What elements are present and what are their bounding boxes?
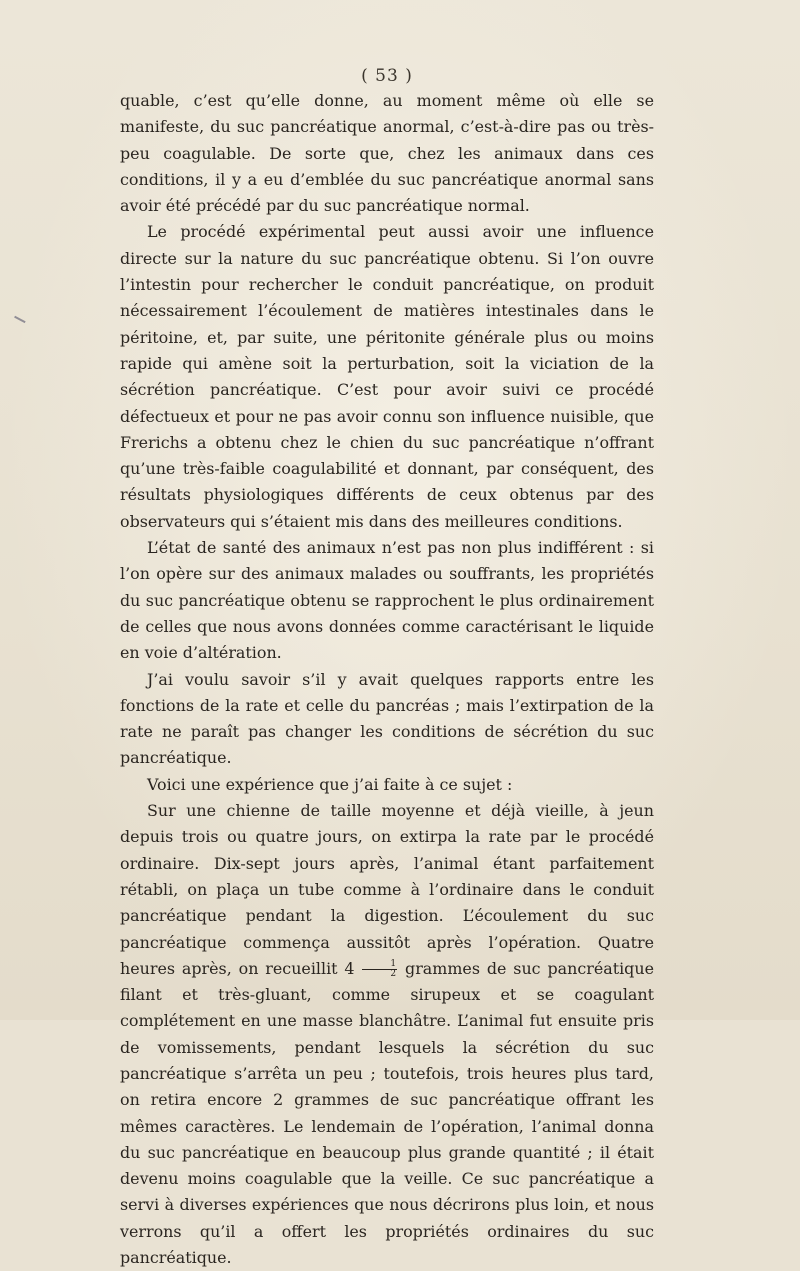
margin-mark — [10, 316, 25, 330]
paragraph-1: quable, c’est qu’elle donne, au moment même où elle se manifeste, du suc pancréatique anormal, c’est-à-dire pas ou très-peu coagulable. De sorte que, chez les animaux dans ces conditions, il y a eu d’emblée du suc pancréatique anormal sans avoir été précédé par du suc pancréatique normal. — [120, 91, 654, 216]
fraction-one-half — [362, 960, 397, 979]
paragraph-3: L’état de santé des animaux n’est pas non plus indifférent : si l’on opère sur des animaux malades ou souffrants, les propriétés du suc pancréatique obtenu se rapprochent le plus ordinairement de celles que nous avons données comme caractérisant le liquide en voie d’altération. — [120, 538, 654, 663]
paragraph-4: J’ai voulu savoir s’il y avait quelques rapports entre les fonctions de la rate et celle du pancréas ; mais l’extirpation de la rate ne paraît pas changer les conditions de sécrétion du suc pancréatique. — [120, 669, 654, 768]
page-number: ( 53 ) — [361, 66, 413, 86]
paragraph-6-part-2: grammes de suc pancréatique filant et très-gluant, comme sirupeux et se coagulant complétement en une masse blanchâtre. L’animal fut ensuite pris de vomissements, pendant lesquels la sécrétion du suc pancréatique s’arrêta un peu ; toutefois, trois heures plus tard, on retira encore 2 grammes de suc pancréatique offrant les mêmes caractères. Le lendemain de l’opération, l’animal donna du suc pancréatique en beaucoup plus grande quantité ; il était devenu moins coagulable que la veille. Ce suc pancréatique a servi à diverses expériences que nous décrirons plus loin, et nous verrons qu’il a offert les propriétés ordinaires du suc pancréatique. — [120, 958, 654, 1268]
fraction-numerator: 1 — [362, 960, 397, 970]
body-text — [120, 88, 654, 1271]
paragraph-6-part-1: Sur une chienne de taille moyenne et déjà vieille, à jeun depuis trois ou quatre jours, on extirpa la rate par le procédé ordinaire. Dix-sept jours après, l’animal étant parfaitement rétabli, on plaça un tube comme à l’ordinaire dans le conduit pancréatique pendant la digestion. L’écoulement du suc pancréatique commença aussitôt après l’opération. Quatre heures après, on recueillit 4 — [120, 801, 654, 978]
paragraph-5: Voici une expérience que j’ai faite à ce sujet : — [147, 774, 513, 794]
paragraph-2: Le procédé expérimental peut aussi avoir une influence directe sur la nature du suc pancréatique obtenu. Si l’on ouvre l’intestin pour rechercher le conduit pancréatique, on produit nécessairement l’écoulement de matières intestinales dans le péritoine, et, par suite, une péritonite générale plus ou moins rapide qui amène soit la perturbation, soit la viciation de la sécrétion pancréatique. C’est pour avoir suivi ce procédé défectueux et pour ne pas avoir connu son influence nuisible, que Frerichs a obtenu chez le chien du suc pancréatique n’offrant qu’une très-faible coagulabilité et donnant, par conséquent, des résultats physiologiques différents de ceux obtenus par des observateurs qui s’étaient mis dans des meilleures conditions. — [120, 222, 654, 531]
fraction-denominator: 2 — [390, 968, 397, 979]
paragraph-6 — [120, 798, 654, 1271]
